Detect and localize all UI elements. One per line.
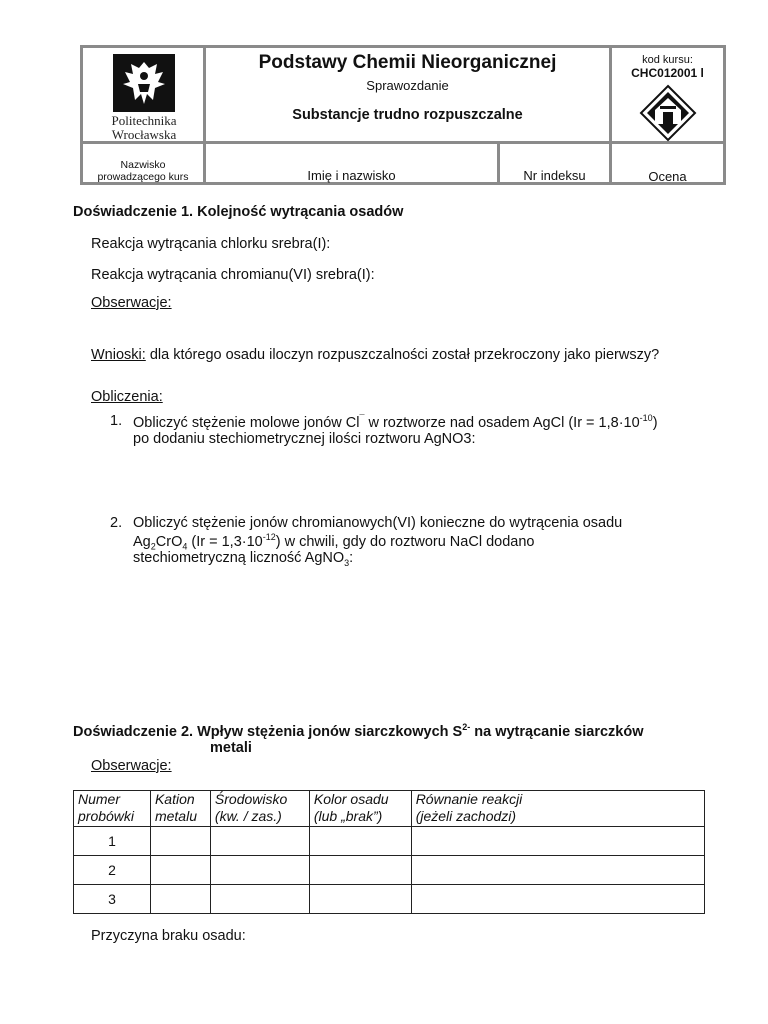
calc2-number: 2.: [110, 515, 123, 531]
exp1-conclusions: [91, 347, 659, 363]
calc1-number: 1.: [110, 413, 123, 429]
calc1-sup-a: ¯: [359, 413, 365, 423]
tube-number: 3: [74, 885, 151, 914]
grade-label: Ocena: [648, 169, 687, 184]
tube-number: 2: [74, 856, 151, 885]
instructor-name-label: Nazwisko prowadzącego kurs: [97, 159, 189, 183]
col-header-tube: [74, 791, 151, 827]
conclusions-question: dla którego osadu iloczyn rozpuszczalności został przekroczony jako pierwszy?: [145, 347, 660, 363]
exp1-reaction-agcl: Reakcja wytrącania chlorku srebra(I):: [91, 236, 331, 252]
header-line: (jeżeli zachodzi): [415, 808, 517, 824]
student-index-label: Nr indeksu: [523, 168, 586, 183]
exp1-calculations-label: Obliczenia:: [91, 389, 163, 405]
col-header-medium: [210, 791, 309, 827]
exp2-observations-label: Obserwacje:: [91, 758, 172, 774]
report-topic: Substancje trudno rozpuszczalne: [292, 107, 523, 123]
header-line: Numer: [78, 791, 121, 807]
course-title: Podstawy Chemii Nieorganicznej: [258, 52, 557, 73]
calc2-colon: :: [349, 550, 354, 566]
header-table: [80, 45, 726, 185]
exp2-title-a: Doświadczenie 2. Wpływ stężenia jonów siarczkowych S: [73, 723, 463, 740]
calc2-sub-ag: 2: [150, 541, 156, 552]
calc2-cro: CrO: [155, 533, 183, 550]
cell-equation[interactable]: [411, 827, 704, 856]
exp1-observations-label: Obserwacje:: [91, 295, 172, 311]
header-line: (lub „brak”): [313, 808, 383, 824]
faculty-emblem-icon: [639, 84, 697, 142]
exp2-title: [73, 722, 644, 740]
calc1-part-c: ): [652, 414, 658, 431]
cell-medium[interactable]: [210, 856, 309, 885]
calc1-text: [133, 413, 658, 431]
cell-equation[interactable]: [411, 885, 704, 914]
university-name-line2: Wrocławska: [111, 127, 177, 142]
col-header-equation: [411, 791, 704, 827]
calc2-sup-ir: -12: [262, 532, 276, 542]
no-precipitate-reason: Przyczyna braku osadu:: [91, 928, 246, 944]
cell-medium[interactable]: [210, 827, 309, 856]
student-name-label: Imię i nazwisko: [307, 168, 396, 183]
col-header-cation: [150, 791, 210, 827]
calc2-line3-text: stechiometryczną liczność AgNO: [133, 550, 345, 566]
tube-number: 1: [74, 827, 151, 856]
cell-color[interactable]: [309, 827, 411, 856]
course-code: CHC012001 l: [631, 66, 704, 80]
exp2-title-sup: 2-: [462, 722, 471, 732]
calc2-ag: Ag: [133, 533, 151, 550]
cell-equation[interactable]: [411, 856, 704, 885]
calc2-ir: (Ir = 1,3·10: [187, 533, 263, 550]
calc2-line2: [133, 532, 534, 552]
university-logo: [85, 50, 203, 142]
calc1-line2: po dodaniu stechiometrycznej ilości roztworu AgNO3:: [133, 431, 476, 447]
exp2-title-b: na wytrącanie siarczków: [470, 723, 644, 740]
header-line: Środowisko: [214, 791, 288, 807]
header-line: Kation: [154, 791, 195, 807]
header-line: metalu: [154, 808, 197, 824]
table-header-row: [74, 791, 705, 827]
exp2-title-line2: metali: [210, 740, 252, 756]
exp1-title: Doświadczenie 1. Kolejność wytrącania osadów: [73, 204, 404, 220]
cell-cation[interactable]: [150, 856, 210, 885]
university-name-line1: Politechnika: [111, 113, 177, 128]
calc2-line3: [133, 550, 353, 568]
calc2-rest: ) w chwili, gdy do roztworu NaCl dodano: [275, 533, 535, 550]
calc1-part-a: Obliczyć stężenie molowe jonów Cl: [133, 414, 360, 431]
document-type: Sprawozdanie: [366, 78, 449, 93]
table-row: [74, 827, 705, 856]
cell-cation[interactable]: [150, 885, 210, 914]
course-code-label: kod kursu:: [642, 54, 693, 66]
cell-color[interactable]: [309, 885, 411, 914]
table-row: [74, 885, 705, 914]
observation-table: [73, 790, 705, 914]
cell-medium[interactable]: [210, 885, 309, 914]
calc1-part-b: w roztworze nad osadem AgCl (Ir = 1,8·10: [364, 414, 640, 431]
col-header-color: [309, 791, 411, 827]
calc2-sub-o: 4: [182, 541, 188, 552]
calc1-sup-b: -10: [639, 413, 653, 423]
table-row: [74, 856, 705, 885]
cell-cation[interactable]: [150, 827, 210, 856]
calc2-line1: Obliczyć stężenie jonów chromianowych(VI) konieczne do wytrącenia osadu: [133, 515, 623, 531]
conclusions-label: Wnioski:: [91, 347, 146, 363]
header-line: probówki: [78, 808, 135, 824]
calc2-sub-no: 3: [344, 557, 350, 568]
header-line: Kolor osadu: [313, 791, 389, 807]
eagle-emblem-icon: [113, 54, 175, 112]
header-line: (kw. / zas.): [214, 808, 282, 824]
cell-color[interactable]: [309, 856, 411, 885]
header-line: Równanie reakcji: [415, 791, 523, 807]
exp1-reaction-ag2cro4: Reakcja wytrącania chromianu(VI) srebra(I):: [91, 267, 375, 283]
